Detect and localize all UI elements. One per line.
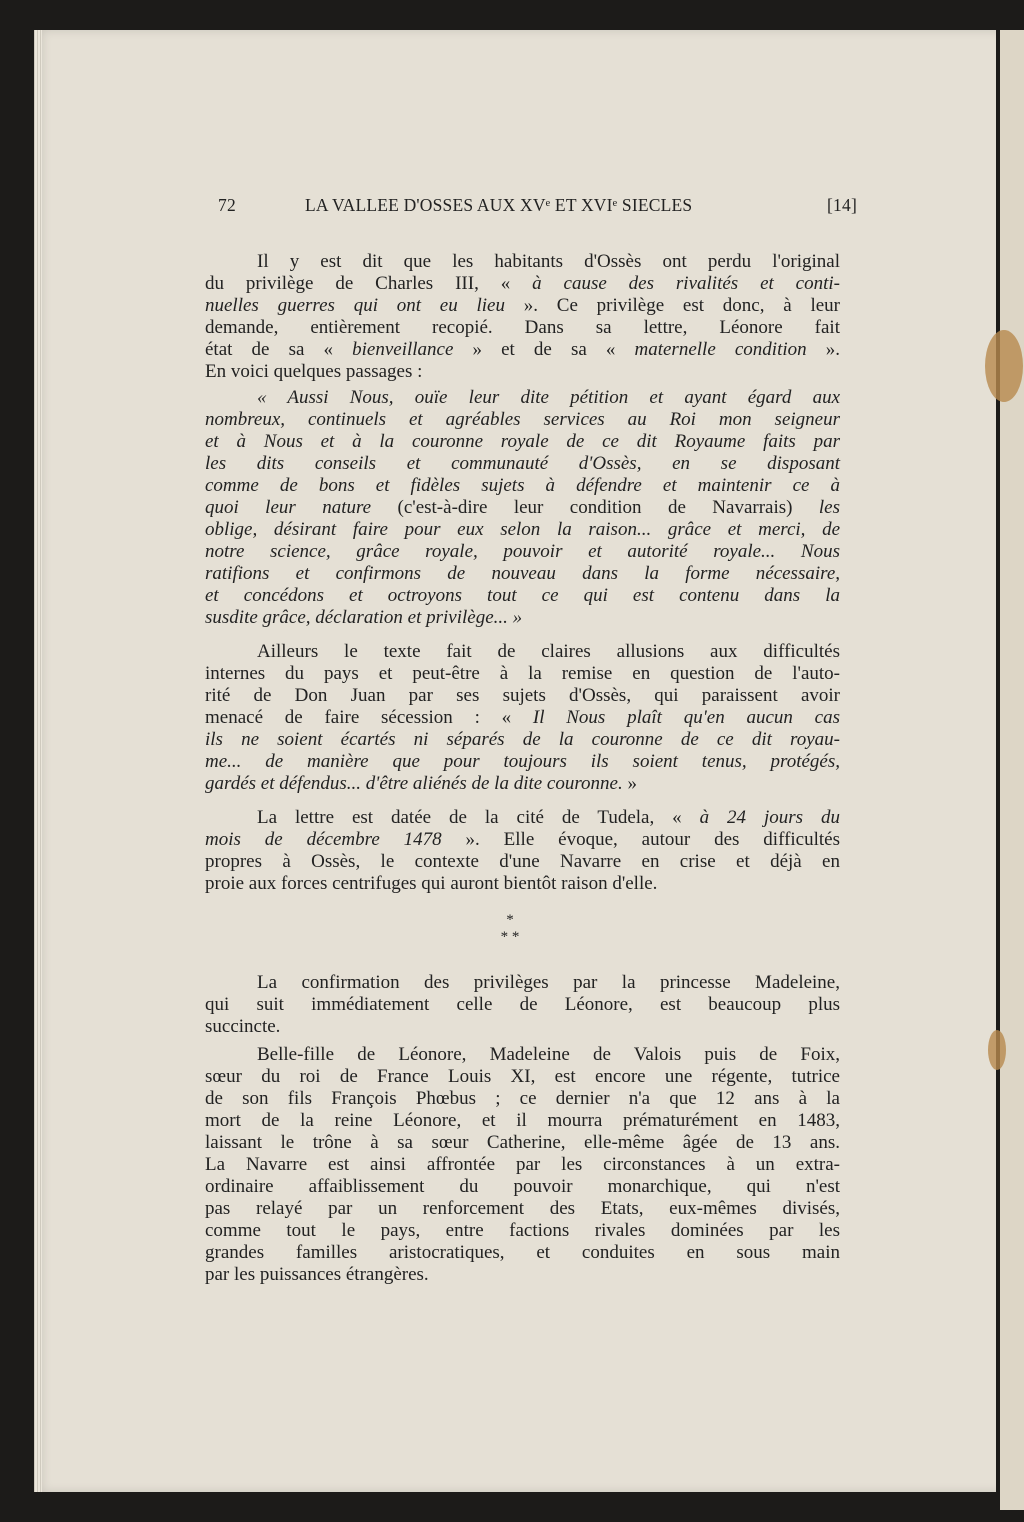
text-line xyxy=(205,409,840,431)
text: Il y est dit que les habitants d'Ossès ont perdu l'original xyxy=(257,251,840,272)
text-line xyxy=(205,1132,840,1154)
page-edges xyxy=(34,30,42,1492)
text-line xyxy=(205,475,840,497)
text: » xyxy=(622,773,637,794)
paragraph xyxy=(205,641,840,795)
italic-text: notre science, grâce royale, pouvoir et autorité royale... Nous xyxy=(205,541,840,562)
italic-text: et à Nous et à la couronne royale de ce dit Royaume faits par xyxy=(205,431,840,452)
text: propres à Ossès, le contexte d'une Navarre en crise et déjà en xyxy=(205,851,840,872)
text: » et de sa « xyxy=(453,339,635,360)
text-line xyxy=(205,994,840,1016)
text-line xyxy=(205,707,840,729)
section-break xyxy=(490,912,530,946)
text-line xyxy=(205,663,840,685)
text: En voici quelques passages : xyxy=(205,361,423,382)
text-line xyxy=(205,431,840,453)
italic-text: me... de manière que pour toujours ils soient tenus, protégés, xyxy=(205,751,840,772)
text-line xyxy=(205,1066,840,1088)
text-line xyxy=(205,339,840,361)
text-line xyxy=(205,829,840,851)
text: du privilège de Charles III, « xyxy=(205,273,533,294)
italic-text: les dits conseils et communauté d'Ossès, en se disposant xyxy=(205,453,840,474)
text-line xyxy=(205,585,840,607)
text-line xyxy=(205,497,840,519)
asterism-top: * xyxy=(506,912,514,928)
text-line xyxy=(205,273,840,295)
text-line xyxy=(205,1110,840,1132)
text-line xyxy=(205,851,840,873)
text: ». Ce privilège est donc, à leur xyxy=(504,295,840,316)
paragraph xyxy=(205,1044,840,1286)
text-line xyxy=(205,1088,840,1110)
italic-text: ratifions et confirmons de nouveau dans la forme nécessaire, xyxy=(205,563,840,584)
asterism-bottom: * * xyxy=(500,929,520,945)
italic-text: mois de décembre 1478 xyxy=(205,829,442,850)
stain xyxy=(988,1030,1006,1070)
quote-paragraph xyxy=(205,387,840,629)
text-line xyxy=(205,1016,840,1038)
text-line xyxy=(205,361,840,383)
text: sœur du roi de France Louis XI, est encore une régente, tutrice xyxy=(205,1066,840,1087)
text-line xyxy=(205,1264,840,1286)
text: La confirmation des privilèges par la princesse Madeleine, xyxy=(257,972,840,993)
italic-text: ils ne soient écartés ni séparés de la couronne de ce dit royau- xyxy=(205,729,840,750)
text: de son fils François Phœbus ; ce dernier n'a que 12 ans à la xyxy=(205,1088,840,1109)
text: par les puissances étrangères. xyxy=(205,1264,429,1285)
text: menacé de faire sécession : « xyxy=(205,707,533,728)
text: ». xyxy=(806,339,840,360)
italic-text: gardés et défendus... d'être aliénés de la dite couronne. xyxy=(205,773,623,794)
stain xyxy=(985,330,1023,402)
text: qui suit immédiatement celle de Léonore, est beaucoup plus xyxy=(205,994,840,1015)
text-line xyxy=(205,1220,840,1242)
text: Ailleurs le texte fait de claires allusions aux difficultés xyxy=(257,641,840,662)
text-line xyxy=(205,1176,840,1198)
page-number: 72 xyxy=(218,195,236,215)
running-title: LA VALLEE D'OSSES AUX XVᵉ ET XVIᵉ SIECLES xyxy=(305,195,693,215)
italic-text: comme de bons et fidèles sujets à défendre et maintenir ce à xyxy=(205,475,840,496)
italic-text: et concédons et octroyons tout ce qui est contenu dans la xyxy=(205,585,840,606)
paragraph xyxy=(205,807,840,895)
text: (c'est-à-dire leur condition de Navarrais) xyxy=(371,497,819,518)
paragraph xyxy=(205,972,840,1038)
text: rité de Don Juan par ses sujets d'Ossès, qui paraissent avoir xyxy=(205,685,840,706)
text-line xyxy=(205,295,840,317)
italic-text: nuelles guerres qui ont eu lieu xyxy=(205,295,505,316)
text-line xyxy=(205,685,840,707)
text-line xyxy=(205,729,840,751)
text-line xyxy=(205,1044,840,1066)
text-line xyxy=(205,873,840,895)
text-line xyxy=(205,1198,840,1220)
text-line xyxy=(205,1242,840,1264)
italic-text: oblige, désirant faire pour eux selon la raison... grâce et merci, de xyxy=(205,519,840,540)
text: internes du pays et peut-être à la remise en question de l'auto- xyxy=(205,663,840,684)
text: grandes familles aristocratiques, et conduites en sous main xyxy=(205,1242,840,1263)
text-line xyxy=(205,751,840,773)
text-line xyxy=(205,773,840,795)
italic-text: à cause des rivalités et conti- xyxy=(532,273,841,294)
italic-text: bienveillance xyxy=(352,339,454,360)
text: ». Elle évoque, autour des difficultés xyxy=(441,829,840,850)
text-line xyxy=(205,972,840,994)
italic-text: maternelle condition xyxy=(634,339,807,360)
italic-text: les xyxy=(818,497,840,518)
text-line xyxy=(205,251,840,273)
text: état de sa « xyxy=(205,339,353,360)
text-line xyxy=(205,453,840,475)
text: La lettre est datée de la cité de Tudela, « xyxy=(257,807,700,828)
text: ordinaire affaiblissement du pouvoir monarchique, qui n'est xyxy=(205,1176,840,1197)
text-line xyxy=(205,807,840,829)
italic-text: à 24 jours du xyxy=(699,807,840,828)
text: mort de la reine Léonore, et il mourra prématurément en 1483, xyxy=(205,1110,840,1131)
section-number: [14] xyxy=(827,195,857,215)
text-line xyxy=(205,541,840,563)
italic-text: susdite grâce, déclaration et privilège... » xyxy=(205,607,523,628)
text-line xyxy=(205,387,840,409)
text-line xyxy=(205,563,840,585)
text-line xyxy=(205,519,840,541)
text: comme tout le pays, entre factions rivales dominées par les xyxy=(205,1220,840,1241)
facing-page-edge xyxy=(1000,30,1024,1510)
text: proie aux forces centrifuges qui auront bientôt raison d'elle. xyxy=(205,873,658,894)
text: Belle-fille de Léonore, Madeleine de Valois puis de Foix, xyxy=(257,1044,840,1065)
italic-text: quoi leur nature xyxy=(205,497,372,518)
text-line xyxy=(205,607,840,629)
italic-text: Il Nous plaît qu'en aucun cas xyxy=(532,707,840,728)
text-line xyxy=(205,1154,840,1176)
text-line xyxy=(205,641,840,663)
text-line xyxy=(205,317,840,339)
italic-text: nombreux, continuels et agréables services au Roi mon seigneur xyxy=(205,409,840,430)
text: pas relayé par un renforcement des Etats, eux-mêmes divisés, xyxy=(205,1198,840,1219)
text: laissant le trône à sa sœur Catherine, elle-même âgée de 13 ans. xyxy=(205,1132,840,1153)
running-header xyxy=(205,193,857,217)
paragraph xyxy=(205,251,840,383)
text: La Navarre est ainsi affrontée par les circonstances à un extra- xyxy=(205,1154,840,1175)
text: demande, entièrement recopié. Dans sa lettre, Léonore fait xyxy=(205,317,840,338)
italic-text: « Aussi Nous, ouïe leur dite pétition et ayant égard aux xyxy=(257,387,840,408)
text: succincte. xyxy=(205,1016,281,1037)
